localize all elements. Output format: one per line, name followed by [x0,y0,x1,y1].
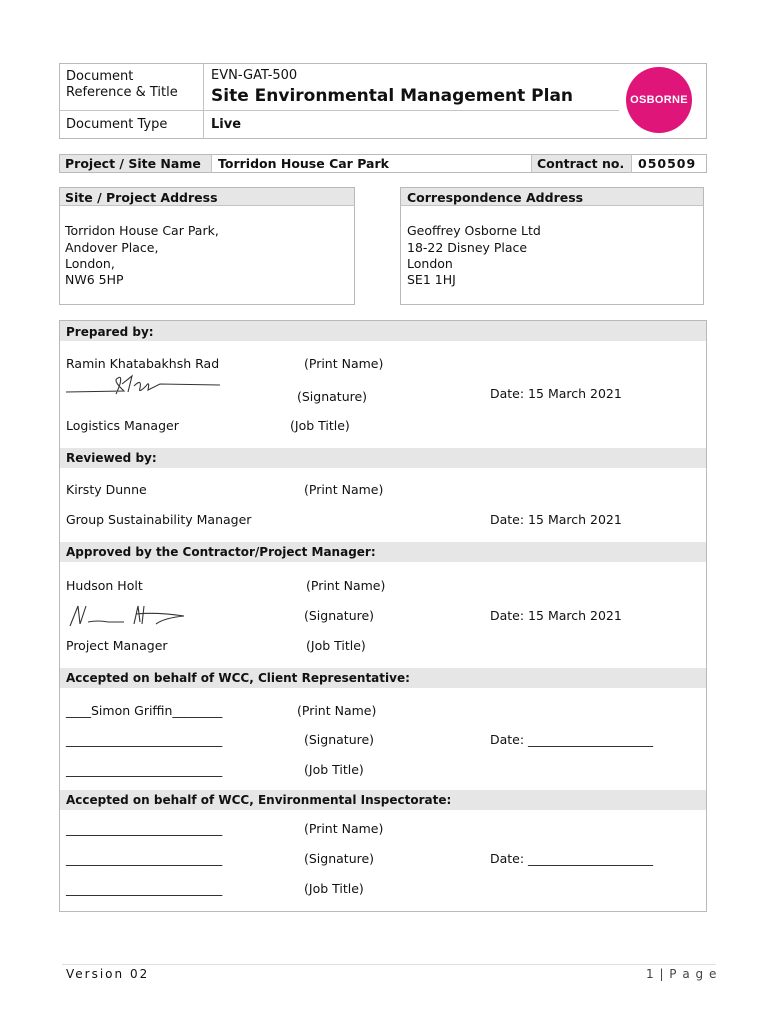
inspectorate-date: Date: ____________________ [490,851,654,866]
contract-label: Contract no. [537,156,625,171]
site-address-line-1: Torridon House Car Park, [65,223,219,238]
doc-type-label: Document Type [66,117,168,132]
client-heading: Accepted on behalf of WCC, Client Representative: [66,671,410,685]
prepared-signature-label: (Signature) [297,389,368,404]
project-divider-2 [531,154,532,173]
doc-ref-value: EVN-GAT-500 [211,68,298,83]
corr-address-line-1: Geoffrey Osborne Ltd [407,223,541,238]
doc-type-value: Live [211,117,242,132]
prepared-name: Ramin Khatabakhsh Rad [66,356,220,371]
approved-heading: Approved by the Contractor/Project Manager: [66,545,376,559]
footer-rule [62,964,716,965]
osborne-logo [626,67,692,133]
header-divider-horizontal [59,110,619,111]
contract-number: 050509 [638,156,697,171]
corr-address-line-2: 18-22 Disney Place [407,240,528,255]
footer-version: Version 02 [66,967,150,981]
prepared-date: Date: 15 March 2021 [490,386,622,401]
prepared-print-name-label: (Print Name) [304,356,384,371]
osborne-logo-text: OSBORNE [630,94,688,106]
reviewed-job: Group Sustainability Manager [66,512,252,527]
prepared-heading: Prepared by: [66,325,154,339]
site-address-line-3: London, [65,256,115,271]
approved-job-title-label: (Job Title) [306,638,366,653]
approved-job: Project Manager [66,638,168,653]
project-divider-3 [631,154,632,173]
prepared-heading-bg [60,321,706,341]
client-print-name-label: (Print Name) [297,703,377,718]
inspectorate-job-line: _________________________ [66,881,223,896]
inspectorate-signature-line: _________________________ [66,851,223,866]
approved-name: Hudson Holt [66,578,143,593]
approved-print-name-label: (Print Name) [306,578,386,593]
inspectorate-signature-label: (Signature) [304,851,375,866]
corr-address-line-4: SE1 1HJ [407,272,456,287]
client-signature-label: (Signature) [304,732,375,747]
inspectorate-name-line: _________________________ [66,821,223,836]
reviewed-date: Date: 15 March 2021 [490,512,622,527]
prepared-job-title-label: (Job Title) [290,418,350,433]
site-address-label: Site / Project Address [65,190,218,205]
reviewed-print-name-label: (Print Name) [304,482,384,497]
client-job-line: _________________________ [66,762,223,777]
footer-page-number: 1 | P a g e [646,967,718,981]
reviewed-heading: Reviewed by: [66,451,157,465]
inspectorate-heading: Accepted on behalf of WCC, Environmental Inspectorate: [66,793,452,807]
client-job-title-label: (Job Title) [304,762,364,777]
project-divider-1 [211,154,212,173]
client-signature-line: _________________________ [66,732,223,747]
inspectorate-job-title-label: (Job Title) [304,881,364,896]
prepared-job: Logistics Manager [66,418,179,433]
approved-signature-label: (Signature) [304,608,375,623]
corr-address-header-line [400,205,704,206]
site-address-line-2: Andover Place, [65,240,159,255]
header-divider-vertical [203,63,204,139]
corr-address-label: Correspondence Address [407,190,584,205]
reviewed-name: Kirsty Dunne [66,482,147,497]
site-address-header-line [59,205,355,206]
corr-address-line-3: London [407,256,453,271]
client-name: ____Simon Griffin________ [66,703,223,718]
approved-signature-image [64,600,194,632]
reviewed-heading-bg [60,448,706,468]
site-address-line-4: NW6 5HP [65,272,124,287]
project-name-label: Project / Site Name [65,156,201,171]
project-name-value: Torridon House Car Park [218,156,389,171]
document-title: Site Environmental Management Plan [211,86,574,106]
approved-date: Date: 15 March 2021 [490,608,622,623]
inspectorate-print-name-label: (Print Name) [304,821,384,836]
doc-ref-label-line2: Reference & Title [66,85,178,100]
doc-ref-label-line1: Document [66,69,134,84]
prepared-signature-image [64,372,224,402]
client-date: Date: ____________________ [490,732,654,747]
